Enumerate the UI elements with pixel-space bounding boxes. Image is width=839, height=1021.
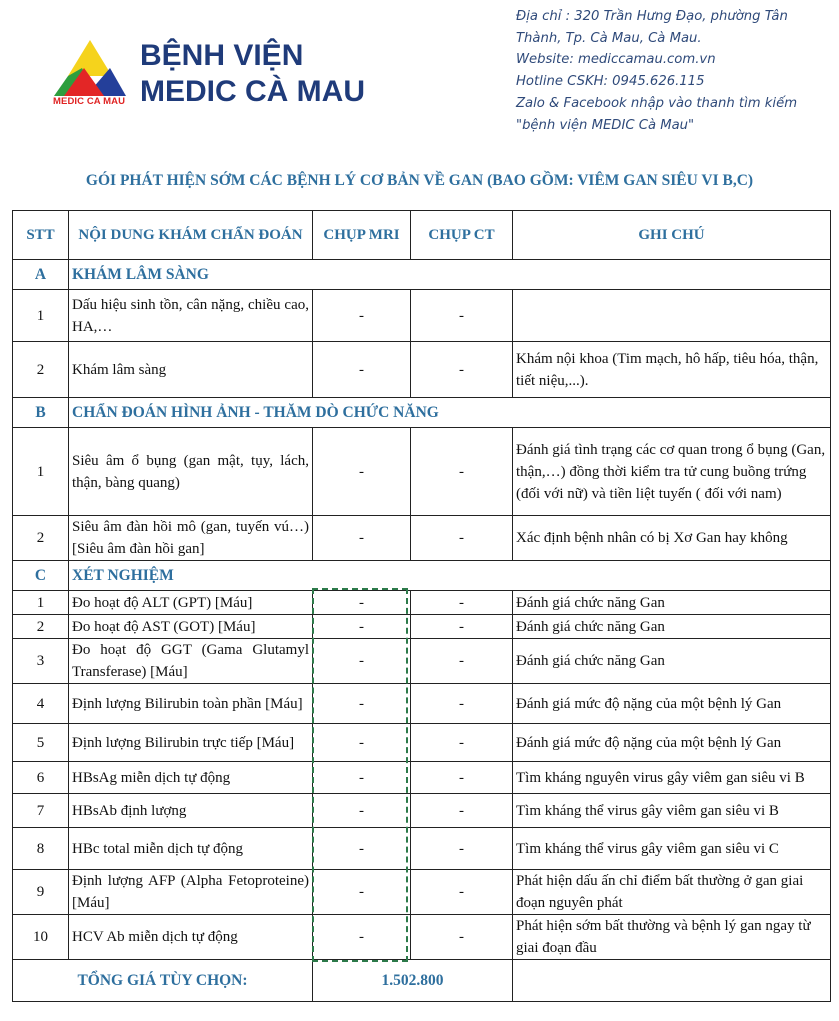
row-mri: - — [313, 794, 411, 828]
row-ct: - — [411, 828, 513, 870]
total-value: 1.502.800 — [313, 960, 513, 1002]
section-key: B — [13, 398, 69, 428]
contact-social-query: "bệnh viện MEDIC Cà Mau" — [516, 117, 695, 133]
row-mri: - — [313, 516, 411, 561]
row-mri: - — [313, 639, 411, 684]
row-content: Đo hoạt độ ALT (GPT) [Máu] — [69, 591, 313, 615]
row-note: Khám nội khoa (Tim mạch, hô hấp, tiêu hóa, thận, tiết niệu,...). — [513, 342, 831, 398]
table-row — [13, 762, 831, 794]
row-note: Xác định bệnh nhân có bị Xơ Gan hay không — [513, 516, 831, 561]
table-row — [13, 870, 831, 915]
row-ct: - — [411, 639, 513, 684]
row-mri: - — [313, 428, 411, 516]
row-note: Đánh giá mức độ nặng của một bệnh lý Gan — [513, 724, 831, 762]
row-mri: - — [313, 870, 411, 915]
row-stt: 6 — [13, 762, 69, 794]
contact-hotline: Hotline CSKH: 0945.626.115 — [516, 74, 705, 90]
table-header-row — [13, 211, 831, 260]
row-note: Tìm kháng nguyên virus gây viêm gan siêu vi B — [513, 762, 831, 794]
row-note: Phát hiện sớm bất thường và bệnh lý gan ngay từ giai đoạn đầu — [513, 915, 831, 960]
header-mri: CHỤP MRI — [313, 211, 411, 260]
table-row — [13, 915, 831, 960]
table-row — [13, 684, 831, 724]
contact-address-2: Thành, Tp. Cà Mau, Cà Mau. — [516, 30, 702, 46]
table-row — [13, 828, 831, 870]
section-key: A — [13, 260, 69, 290]
row-content: Siêu âm đàn hồi mô (gan, tuyến vú…) [Siêu âm đàn hồi gan] — [69, 516, 313, 561]
row-note: Tìm kháng thể virus gây viêm gan siêu vi C — [513, 828, 831, 870]
row-stt: 2 — [13, 516, 69, 561]
row-stt: 3 — [13, 639, 69, 684]
row-content: Định lượng AFP (Alpha Fetoproteine) [Máu] — [69, 870, 313, 915]
row-mri: - — [313, 684, 411, 724]
header-note: GHI CHÚ — [513, 211, 831, 260]
row-mri: - — [313, 290, 411, 342]
row-mri: - — [313, 915, 411, 960]
row-content: Định lượng Bilirubin toàn phần [Máu] — [69, 684, 313, 724]
table-row — [13, 591, 831, 615]
total-row — [13, 960, 831, 1002]
row-stt: 2 — [13, 342, 69, 398]
header-ct: CHỤP CT — [411, 211, 513, 260]
row-ct: - — [411, 290, 513, 342]
row-mri: - — [313, 724, 411, 762]
row-note: Đánh giá mức độ nặng của một bệnh lý Gan — [513, 684, 831, 724]
row-ct: - — [411, 428, 513, 516]
row-content: Đo hoạt độ GGT (Gama Glutamyl Transferase) [Máu] — [69, 639, 313, 684]
row-note: Đánh giá chức năng Gan — [513, 591, 831, 615]
row-note: Tìm kháng thể virus gây viêm gan siêu vi B — [513, 794, 831, 828]
row-ct: - — [411, 342, 513, 398]
row-content: HBsAg miễn dịch tự động — [69, 762, 313, 794]
row-note — [513, 290, 831, 342]
row-note: Đánh giá tình trạng các cơ quan trong ổ bụng (Gan, thận,…) đồng thời kiểm tra tử cung buồng trứng (đối với nữ) và tiền liệt tuyến ( đối với nam) — [513, 428, 831, 516]
row-mri: - — [313, 615, 411, 639]
row-stt: 1 — [13, 591, 69, 615]
row-content: Khám lâm sàng — [69, 342, 313, 398]
row-note: Phát hiện dấu ấn chỉ điểm bất thường ở gan giai đoạn nguyên phát — [513, 870, 831, 915]
row-ct: - — [411, 615, 513, 639]
row-content: Dấu hiệu sinh tồn, cân nặng, chiều cao, HA,… — [69, 290, 313, 342]
table-row — [13, 428, 831, 516]
section-key: C — [13, 561, 69, 591]
contact-address-1: Địa chỉ : 320 Trần Hưng Đạo, phường Tân — [516, 9, 788, 24]
row-ct: - — [411, 870, 513, 915]
table-row — [13, 516, 831, 561]
row-ct: - — [411, 724, 513, 762]
row-stt: 10 — [13, 915, 69, 960]
table-row — [13, 639, 831, 684]
row-note: Đánh giá chức năng Gan — [513, 639, 831, 684]
section-label: XÉT NGHIỆM — [69, 561, 831, 591]
row-mri: - — [313, 342, 411, 398]
hospital-name-line2: MEDIC CÀ MAU — [140, 75, 365, 108]
row-content: HBc total miễn dịch tự động — [69, 828, 313, 870]
header-content: NỘI DUNG KHÁM CHẨN ĐOÁN — [69, 211, 313, 260]
section-row — [13, 561, 831, 591]
row-note: Đánh giá chức năng Gan — [513, 615, 831, 639]
section-row — [13, 398, 831, 428]
table-row — [13, 794, 831, 828]
row-ct: - — [411, 762, 513, 794]
table-row — [13, 342, 831, 398]
row-stt: 1 — [13, 428, 69, 516]
total-label: TỔNG GIÁ TÙY CHỌN: — [13, 960, 313, 1002]
row-ct: - — [411, 516, 513, 561]
total-note — [513, 960, 831, 1002]
row-content: Đo hoạt độ AST (GOT) [Máu] — [69, 615, 313, 639]
package-table — [12, 210, 831, 1002]
package-title: GÓI PHÁT HIỆN SỚM CÁC BỆNH LÝ CƠ BẢN VỀ GAN (BAO GỒM: VIÊM GAN SIÊU VI B,C) — [85, 172, 754, 189]
table-row — [13, 290, 831, 342]
row-mri: - — [313, 762, 411, 794]
header-stt: STT — [13, 211, 69, 260]
row-stt: 7 — [13, 794, 69, 828]
section-row — [13, 260, 831, 290]
row-mri: - — [313, 828, 411, 870]
row-content: Siêu âm ổ bụng (gan mật, tụy, lách, thận, bàng quang) — [69, 428, 313, 516]
row-ct: - — [411, 684, 513, 724]
table-row — [13, 724, 831, 762]
contact-info — [516, 6, 797, 136]
row-mri: - — [313, 591, 411, 615]
row-stt: 8 — [13, 828, 69, 870]
section-label: CHẨN ĐOÁN HÌNH ẢNH - THĂM DÒ CHỨC NĂNG — [69, 398, 831, 428]
row-content: HBsAb định lượng — [69, 794, 313, 828]
row-stt: 9 — [13, 870, 69, 915]
hospital-name-line1: BỆNH VIỆN — [140, 39, 304, 72]
hospital-name — [140, 38, 365, 110]
row-ct: - — [411, 591, 513, 615]
contact-social: Zalo & Facebook nhập vào thanh tìm kiếm — [516, 95, 798, 111]
row-content: Định lượng Bilirubin trực tiếp [Máu] — [69, 724, 313, 762]
section-label: KHÁM LÂM SÀNG — [69, 260, 831, 290]
logo-text: MEDIC CA MAU — [53, 96, 126, 107]
row-stt: 5 — [13, 724, 69, 762]
row-stt: 4 — [13, 684, 69, 724]
row-ct: - — [411, 915, 513, 960]
row-ct: - — [411, 794, 513, 828]
row-content: HCV Ab miễn dịch tự động — [69, 915, 313, 960]
row-stt: 2 — [13, 615, 69, 639]
table-row — [13, 615, 831, 639]
row-stt: 1 — [13, 290, 69, 342]
contact-website: Website: mediccamau.com.vn — [516, 52, 716, 68]
